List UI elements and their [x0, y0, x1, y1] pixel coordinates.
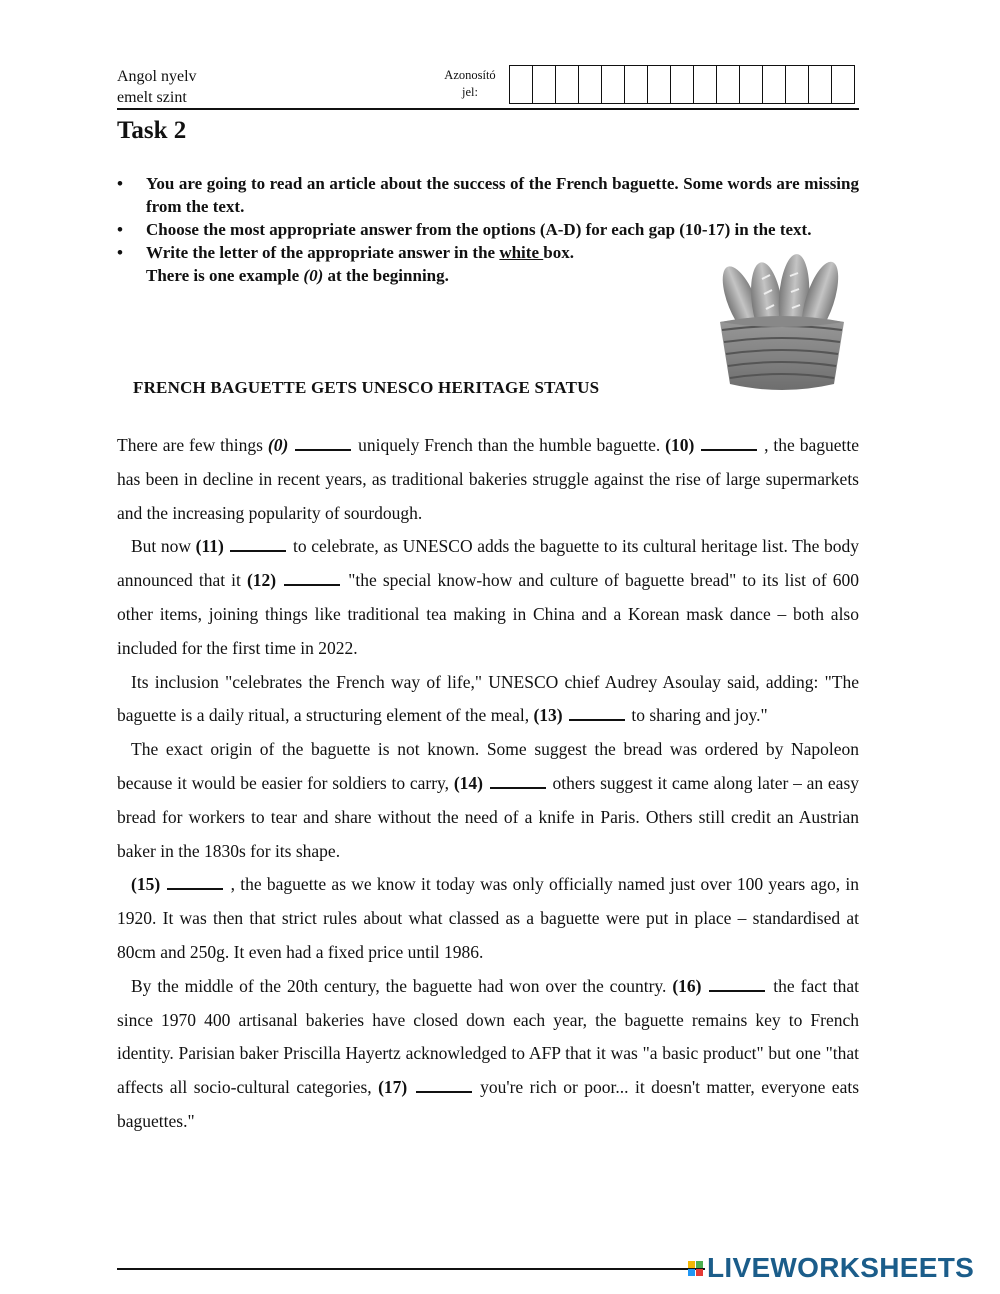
id-code-box[interactable] [763, 66, 786, 103]
gap-14-label: (14) [453, 772, 483, 793]
logo-square [696, 1261, 703, 1268]
instruction-text: Choose the most appropriate answer from the options (A-D) for each gap (10-17) in the text. [146, 220, 812, 239]
gap-16-label: (16) [672, 975, 702, 996]
instruction-text: You are going to read an article about the success of the French baguette. Some words are missing from the text. [146, 174, 859, 216]
liveworksheets-logo[interactable] [688, 1252, 974, 1284]
gap-12-label: (12) [246, 570, 277, 591]
instruction-item [117, 172, 859, 218]
id-code-box[interactable] [809, 66, 832, 103]
instruction-text: Write the letter of the appropriate answer in the [146, 243, 500, 262]
id-code-box[interactable] [786, 66, 809, 103]
subject-label [117, 66, 197, 108]
gap-0-blank[interactable] [295, 433, 351, 451]
gap-12-blank[interactable] [284, 568, 340, 586]
id-code-box[interactable] [694, 66, 717, 103]
paragraph: The exact origin of the baguette is not known. Some suggest the bread was ordered by Napoleon because it would be easier for soldiers to carry, (14) others suggest it came along later – an easy bread for workers to tear and share without the need of a knife in Paris. Others still credit an Austrian baker in the 1830s for its shape. [117, 739, 860, 861]
task-title: Task 2 [117, 117, 187, 144]
id-code-box[interactable] [533, 66, 556, 103]
gap-14-blank[interactable] [490, 771, 546, 789]
id-code-boxes [509, 65, 855, 104]
logo-mark-icon [688, 1261, 703, 1276]
logo-square [688, 1261, 695, 1268]
gap-17-blank[interactable] [416, 1075, 472, 1093]
logo-square [696, 1269, 703, 1276]
instruction-text: box. [543, 243, 574, 262]
bullet-icon: • [117, 174, 123, 193]
logo-square [688, 1269, 695, 1276]
gap-16-blank[interactable] [709, 974, 765, 992]
instruction-example-line: There is one example (0) at the beginning. [146, 266, 449, 285]
example-marker: (0) [303, 266, 324, 285]
subject-line-1: Angol nyelv [117, 68, 197, 85]
paragraph: (15) , the baguette as we know it today was only officially named just over 100 years ago, in 1920. It was then that strict rules about what classed as a baguette were put in place – standardised at 80cm and 250g. It even had a fixed price until 1986. [117, 874, 859, 962]
gap-13-blank[interactable] [569, 703, 625, 721]
id-code-box[interactable] [740, 66, 763, 103]
id-code-box[interactable] [556, 66, 579, 103]
gap-11-label: (11) [195, 536, 224, 557]
page-header [117, 64, 859, 110]
id-label-line-2: jel: [462, 85, 478, 99]
id-code-box[interactable] [671, 66, 694, 103]
id-code-box[interactable] [648, 66, 671, 103]
gap-10-label: (10) [665, 435, 695, 455]
bread-basket-image [712, 254, 852, 396]
wicker-basket [720, 316, 844, 390]
gap-0-label: (0) [267, 435, 289, 455]
gap-11-blank[interactable] [230, 534, 286, 552]
gap-15-label: (15) [131, 874, 161, 895]
id-code-box[interactable] [625, 66, 648, 103]
paragraph: There are few things (0) uniquely French than the humble baguette. (10) , the baguette has been in decline in recent years, as traditional bakeries struggle against the rise of large supermarkets and the increasing popularity of sourdough. [117, 435, 860, 523]
id-code-box[interactable] [832, 66, 854, 103]
logo-text: LIVEWORKSHEETS [707, 1252, 975, 1283]
footer-divider [117, 1268, 705, 1270]
paragraph: But now (11) to celebrate, as UNESCO adds the baguette to its cultural heritage list. The body announced that it (12) "the special know-how and culture of baguette bread" to its list of 600 other items, joining things like traditional tea making in China and a Korean mask dance – both also included for the first time in 2022. [117, 536, 859, 658]
id-code-box[interactable] [510, 66, 533, 103]
gap-15-blank[interactable] [167, 872, 223, 890]
paragraph: Its inclusion "celebrates the French way of life," UNESCO chief Audrey Asoulay said, adding: "The baguette is a daily ritual, a structuring element of the meal, (13) to sharing and joy." [117, 671, 859, 726]
id-label [435, 67, 505, 101]
bullet-icon: • [117, 243, 123, 262]
id-code-box[interactable] [717, 66, 740, 103]
instruction-item [117, 218, 859, 241]
article-body [117, 429, 859, 1139]
bullet-icon: • [117, 220, 123, 239]
paragraph: By the middle of the 20th century, the baguette had won over the country. (16) the fact that since 1970 400 artisanal bakeries have closed down each year, the baguette remains key to French identity. Parisian baker Priscilla Hayertz acknowledged to AFP that it was "a basic product" but one "that affects all socio-cultural categories, (17) you're rich or poor... it doesn't matter, everyone eats baguettes." [117, 975, 860, 1131]
article-title: FRENCH BAGUETTE GETS UNESCO HERITAGE STATUS [133, 378, 600, 397]
subject-line-2: emelt szint [117, 89, 187, 106]
id-code-box[interactable] [602, 66, 625, 103]
white-box-word: white [499, 243, 544, 262]
id-label-line-1: Azonosító [444, 68, 496, 82]
id-code-box[interactable] [579, 66, 602, 103]
gap-13-label: (13) [533, 705, 563, 726]
gap-10-blank[interactable] [701, 433, 757, 451]
gap-17-label: (17) [378, 1077, 408, 1098]
